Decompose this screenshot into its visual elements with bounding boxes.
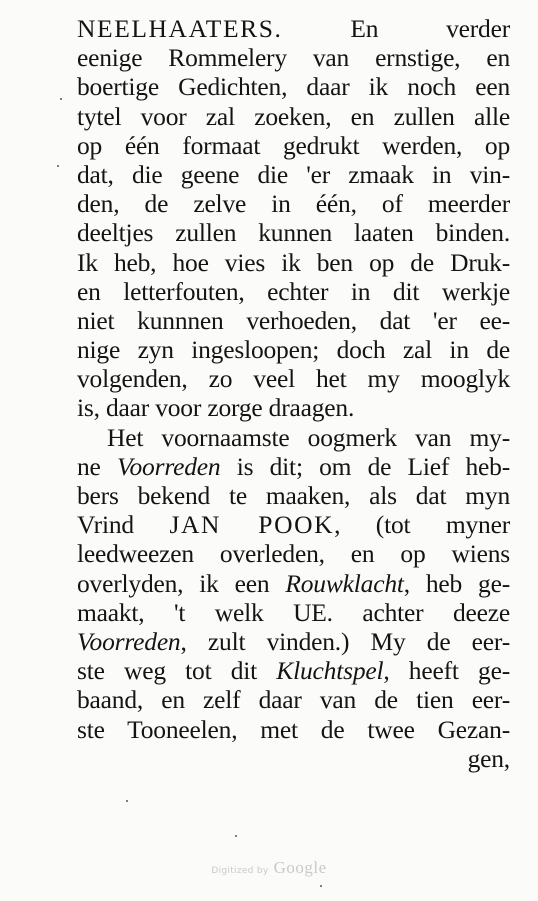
text-run: , heeft ge-: [383, 656, 510, 686]
text-line: [77, 510, 510, 539]
text-run: deeltjes zullen kunnen laaten binden.: [77, 218, 510, 248]
text-line: [77, 744, 510, 773]
text-run: , (tot myner: [334, 510, 511, 540]
page-text: [77, 14, 510, 773]
text-run: tytel voor zal zoeken, en zullen alle: [77, 101, 510, 131]
text-line: [77, 277, 510, 306]
text-line: [77, 627, 510, 656]
text-run: boertige Gedichten, daar ik noch een: [77, 72, 510, 102]
text-line: [77, 131, 510, 160]
text-line: [77, 569, 510, 598]
watermark-prefix: Digitized by: [211, 866, 269, 876]
text-line: [77, 72, 510, 101]
text-run: eenige Rommelery van ernstige, en: [77, 43, 510, 73]
text-run: En verder: [282, 14, 510, 43]
text-line: [77, 715, 510, 744]
text-line: [77, 218, 510, 247]
text-line: [77, 14, 510, 43]
text-line: [77, 160, 510, 189]
ink-speck: [235, 835, 237, 837]
text-run: dat, die geene die 'er zmaak in vin-: [77, 159, 510, 189]
text-line: [77, 335, 510, 364]
italic-word: Voorreden: [77, 626, 181, 656]
ink-speck: [320, 885, 322, 887]
text-run: niet kunnnen verhoeden, dat 'er ee-: [77, 305, 510, 335]
text-line: [77, 393, 510, 422]
text-line: [77, 539, 510, 568]
text-run: nige zyn ingesloopen; doch zal in de: [77, 335, 510, 365]
ink-speck: [126, 800, 128, 802]
watermark-brand: Google: [273, 858, 327, 877]
text-run: op één formaat gedrukt werden, op: [77, 130, 510, 160]
text-line: [77, 306, 510, 335]
digitization-watermark: [0, 858, 538, 878]
small-caps-word: JAN POOK: [169, 510, 335, 540]
text-run: ste Tooneelen, met de twee Gezan-: [77, 714, 510, 744]
text-run: leedweezen overleden, en op wiens: [77, 539, 510, 569]
text-run: ne: [77, 451, 117, 481]
text-line: [77, 685, 510, 714]
text-run: Het voornaamste oogmerk van my-: [107, 422, 510, 452]
text-run: baand, en zelf daar van de tien eer-: [77, 685, 510, 715]
text-line: [77, 656, 510, 685]
text-run: ste weg tot dit: [77, 656, 277, 686]
text-line: [77, 248, 510, 277]
ink-speck: [60, 98, 62, 100]
italic-word: Kluchtspel: [276, 656, 384, 686]
text-run: is dit; om de Lief heb-: [220, 451, 510, 481]
text-line: [77, 102, 510, 131]
text-line: [77, 598, 510, 627]
text-line: [77, 364, 510, 393]
text-line: [77, 481, 510, 510]
ink-speck: [57, 165, 59, 167]
text-run: overlyden, ik een: [77, 568, 286, 598]
italic-word: Rouwklacht: [285, 568, 404, 598]
text-line: [77, 189, 510, 218]
text-run: , zult vinden.) My de eer-: [180, 626, 510, 656]
text-run: maakt, 't welk UE. achter deeze: [77, 597, 510, 627]
text-run: , heb ge-: [403, 568, 510, 598]
small-caps-word: NEELHAATERS.: [77, 14, 283, 43]
text-line: [77, 423, 510, 452]
text-run: den, de zelve in één, of meerder: [77, 189, 510, 219]
text-line: [77, 43, 510, 72]
italic-word: Voorreden: [116, 451, 221, 481]
text-run: bers bekend te maaken, als dat myn: [77, 481, 510, 510]
text-run: is, daar voor zorge draagen.: [77, 393, 355, 423]
text-run: Vrind: [77, 510, 170, 540]
text-run: volgenden, zo veel het my mooglyk: [77, 364, 510, 394]
text-run: en letterfouten, echter in dit werkje: [77, 276, 510, 306]
text-run: Ik heb, hoe vies ik ben op de Druk-: [77, 247, 510, 277]
text-run: gen,: [467, 743, 510, 773]
text-line: [77, 452, 510, 481]
